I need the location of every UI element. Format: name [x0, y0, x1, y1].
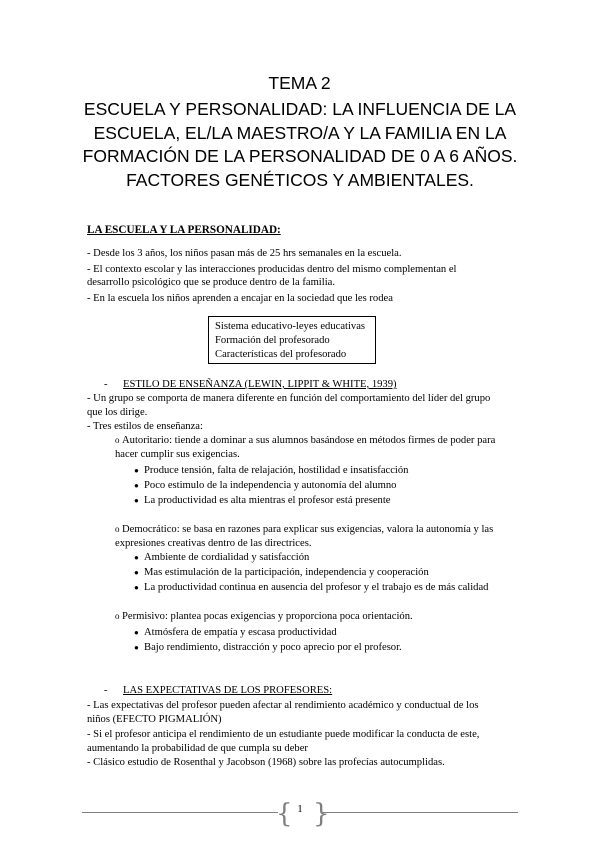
footer-brace-right: }: [313, 799, 330, 829]
paragraph-line: - Las expectativas del profesor pueden afectar al rendimiento académico y conductual de los: [87, 700, 479, 711]
bullet-item: Bajo rendimiento, distracción y poco aprecio por el profesor.: [144, 642, 402, 653]
paragraph-line: aumentando la probabilidad de que cumpla su deber: [87, 743, 308, 754]
style-description: expresiones creativas dentro de las directrices.: [115, 538, 312, 549]
style-description: Autoritario: tiende a dominar a sus alumnos basándose en métodos firmes de poder para: [122, 435, 496, 446]
bullet-item: La productividad es alta mientras el profesor está presente: [144, 495, 391, 506]
footer-rule-right: [322, 812, 518, 813]
bullet-item: Mas estimulación de la participación, independencia y cooperación: [144, 567, 429, 578]
bullet-dot: ●: [134, 568, 139, 577]
bullet-dot: ●: [134, 643, 139, 652]
bullet-dot: ●: [134, 583, 139, 592]
page-number: 1: [297, 803, 303, 815]
section-heading-expectativas: LAS EXPECTATIVAS DE LOS PROFESORES:: [123, 685, 333, 696]
bullet-dot: ●: [134, 496, 139, 505]
circle-bullet: o: [115, 524, 120, 534]
tema-label: TEMA 2: [268, 73, 331, 93]
box-line: Características del profesorado: [215, 349, 347, 360]
circle-bullet: o: [115, 611, 120, 621]
bullet-dot: ●: [134, 553, 139, 562]
bullet-dot: ●: [134, 481, 139, 490]
paragraph-line: - Si el profesor anticipa el rendimiento de un estudiante puede modificar la conducta de este,: [87, 729, 480, 740]
bullet-item: Produce tensión, falta de relajación, hostilidad e insatisfacción: [144, 465, 409, 476]
section-heading-estilo: ESTILO DE ENSEÑANZA (LEWIN, LIPPIT & WHITE, 1939): [123, 379, 397, 390]
bullet-item: Poco estimulo de la independencia y autonomía del alumno: [144, 480, 397, 491]
paragraph-line: - En la escuela los niños aprenden a encajar en la sociedad que les rodea: [87, 293, 393, 304]
bullet-item: Atmósfera de empatía y escasa productividad: [144, 627, 337, 638]
bullet-dot: ●: [134, 466, 139, 475]
paragraph-line: - Clásico estudio de Rosenthal y Jacobson (1968) sobre las profecías autocumplidas.: [87, 757, 445, 768]
box-line: Formación del profesorado: [215, 335, 330, 346]
bullet-dot: ●: [134, 628, 139, 637]
circle-bullet: o: [115, 435, 120, 445]
bullet-item: Ambiente de cordialidad y satisfacción: [144, 552, 310, 563]
paragraph-line: que los dirige.: [87, 407, 148, 418]
bullet-item: La productividad continua en ausencia del profesor y el trabajo es de más calidad: [144, 582, 489, 593]
paragraph-line: niños (EFECTO PIGMALIÓN): [87, 714, 222, 725]
footer-brace-left: {: [276, 799, 293, 829]
paragraph-line: - Tres estilos de enseñanza:: [87, 421, 203, 432]
paragraph-line: - El contexto escolar y las interacciones producidas dentro del mismo complementan el: [87, 264, 457, 275]
section-heading-escuela: LA ESCUELA Y LA PERSONALIDAD:: [87, 224, 281, 236]
document-title: ESCUELA Y PERSONALIDAD: LA INFLUENCIA DE LA ESCUELA, EL/LA MAESTRO/A Y LA FAMILIA EN LA FORMACIÓN DE LA PERSONALIDAD DE 0 A 6 AÑOS. FACTORES GENÉTICOS Y AMBIENTALES.: [82, 99, 518, 190]
box-line: Sistema educativo-leyes educativas: [215, 321, 366, 332]
dash-marker: -: [104, 379, 108, 390]
paragraph-line: - Un grupo se comporta de manera diferente en función del comportamiento del líder del grupo: [87, 393, 491, 404]
paragraph-line: desarrollo psicológico que se produce dentro de la familia.: [87, 277, 335, 288]
style-description: hacer cumplir sus exigencias.: [115, 449, 240, 460]
style-description: Democrático: se basa en razones para explicar sus exigencias, valora la autonomía y las: [122, 524, 494, 535]
style-description: Permisivo: plantea pocas exigencias y proporciona poca orientación.: [122, 611, 413, 622]
paragraph-line: - Desde los 3 años, los niños pasan más de 25 hrs semanales en la escuela.: [87, 248, 402, 259]
dash-marker: -: [104, 685, 108, 696]
footer-rule-left: [82, 812, 278, 813]
